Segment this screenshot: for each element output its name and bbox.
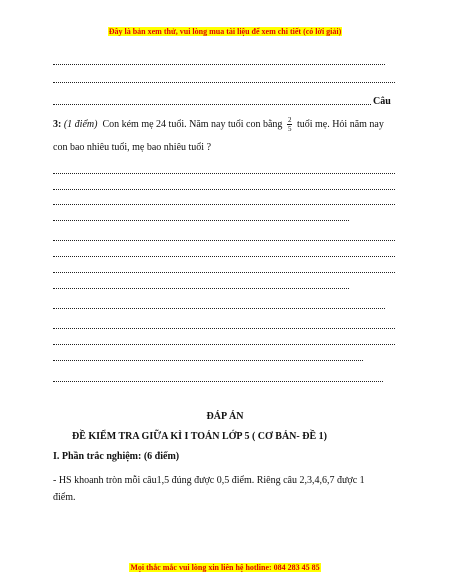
answer-line xyxy=(53,172,395,174)
question-label: Câu xyxy=(373,96,391,107)
answer-line xyxy=(53,81,395,83)
answer-line xyxy=(53,203,395,205)
question-number: 3: xyxy=(53,118,62,130)
answer-line xyxy=(53,343,395,345)
answer-line xyxy=(53,219,349,221)
question-3-line-1 xyxy=(53,116,384,133)
preview-banner xyxy=(0,27,450,36)
answer-line xyxy=(53,380,383,382)
preview-banner-text: Đây là bản xem thử, vui lòng mua tài liệu để xem chi tiết (có lời giải) xyxy=(108,27,342,36)
answer-line xyxy=(53,287,349,289)
answer-line xyxy=(53,63,385,65)
answer-key-title: ĐÁP ÁN xyxy=(206,411,244,422)
question-points: (1 điểm) xyxy=(63,118,98,130)
section-heading: I. Phần trắc nghiệm: (6 điểm) xyxy=(53,451,180,462)
fraction-numerator: 2 xyxy=(287,116,292,124)
answer-line xyxy=(53,359,363,361)
hotline-banner xyxy=(0,563,450,572)
fraction-two-fifths xyxy=(287,116,293,133)
question-text-part2: tuổi mẹ. Hỏi năm nay xyxy=(296,118,384,130)
hotline-banner-text: Mọi thắc mắc vui lòng xin liên hệ hotline: 084 283 45 85 xyxy=(130,563,320,572)
answer-line xyxy=(53,239,395,241)
answer-line xyxy=(53,271,395,273)
grading-note-line-2: điểm. xyxy=(53,492,76,503)
question-3-line-2: con bao nhiêu tuổi, mẹ bao nhiêu tuổi ? xyxy=(53,142,212,153)
answer-line xyxy=(53,255,395,257)
answer-line xyxy=(53,103,371,105)
question-text-part1: Con kém mẹ 24 tuổi. Năm nay tuổi con bằng xyxy=(102,118,283,130)
answer-line xyxy=(53,327,395,329)
fraction-denominator: 5 xyxy=(287,125,292,133)
answer-line xyxy=(53,188,395,190)
answer-line xyxy=(53,307,385,309)
grading-note-line-1: - HS khoanh tròn mỗi câu1,5 đúng được 0,5 điểm. Riêng câu 2,3,4,6,7 được 1 xyxy=(53,475,365,486)
answer-key-subtitle: ĐỀ KIỂM TRA GIỮA KÌ I TOÁN LỚP 5 ( CƠ BẢN- ĐỀ 1) xyxy=(72,431,327,442)
